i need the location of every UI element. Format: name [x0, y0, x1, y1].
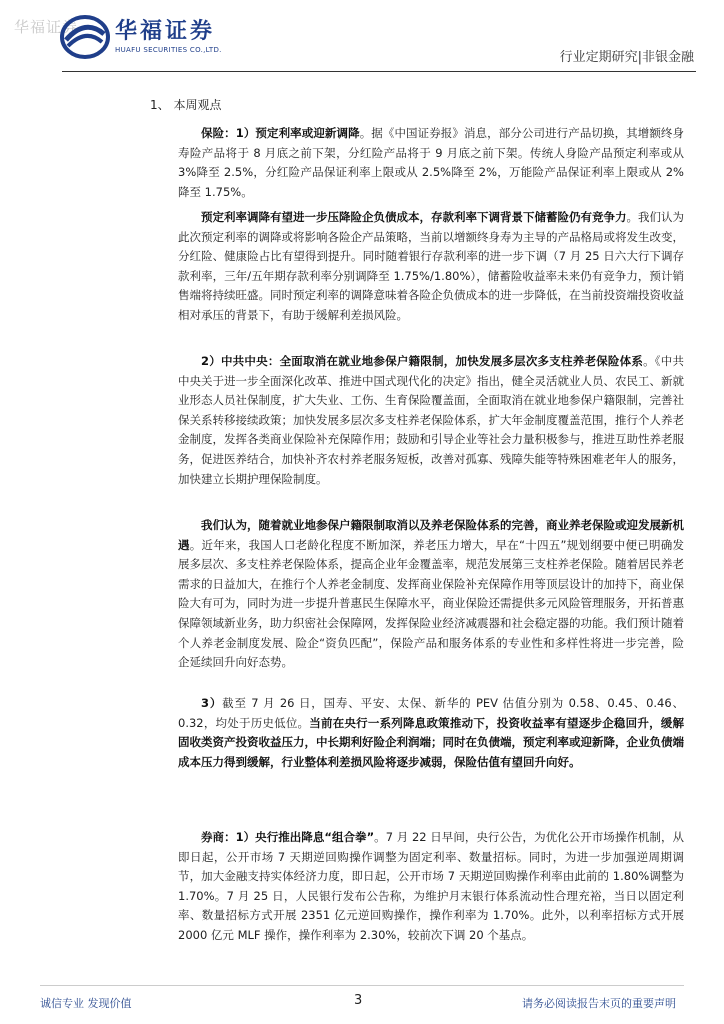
paragraph-text: 。我们认为此次预定利率的调降或将影响各险企产品策略，当前以增额终身寿为主导的产品格局或将发生改变，分红险、健康险占比有望得到提升。同时随着银行存款利率的进一步下调（7 月 25 日六大行下调存款利率，三年/五年期存款利率分别调降至 1.75%/1.80%），储蓄险收益率未来仍有竞争力，预计销售端将持续旺盛。同时预定利率的调降意味着各险企负债成本的进一步降低，在当前投资端投资收益相对承压的背景下，有助于缓解利差损风险。 [178, 210, 684, 322]
paragraph-brokerage [178, 828, 684, 946]
paragraph-bold-lead: 3） [201, 696, 223, 710]
paragraph-bold: 2）中共中央：全面取消在就业地参保户籍限制，加快发展多层次多支柱养老保险体系 [201, 354, 644, 368]
watermark-text: 华福证券 [14, 18, 79, 36]
paragraph-bold: 预定利率调降有望进一步压降险企负债成本，存款利率下调背景下储蓄险仍有竞争力 [201, 210, 627, 224]
paragraph-text-lead: 截至 7 月 26 日，国寿、平安、太保、新华的 PEV 估值分别为 0.58、0.45、0.46、0.32，均处于历史低位。 [178, 696, 684, 730]
section-heading: 1、 本周观点 [150, 98, 222, 112]
paragraph-bold: 券商：1）央行推出降息“组合拳” [201, 830, 375, 844]
logo-name-en: HUAFU SECURITIES CO.,LTD. [115, 46, 222, 54]
paragraph-text: 。近年来，我国人口老龄化程度不断加深，养老压力增大，早在“十四五”规划纲要中便已明确发展多层次、多支柱养老保险体系，提高企业年金覆盖率，规范发展第三支柱养老保险。随着居民养老需求的日益加大，在推行个人养老金制度、发挥商业保险补充保障作用等顶层设计的加持下，商业保险大有可为，同时为进一步提升普惠民生保障水平，商业保险还需提供多元风险管理服务，开拓普惠保障领域新业务，助力织密社会保障网，发挥保险业经济减震器和社会稳定器的功能。我们预计随着个人养老金制度发展、险企“资负匹配”，保险产品和服务体系的专业性和多样性将进一步完善，险企延续回升向好态势。 [178, 537, 684, 670]
paragraph-pension-opportunity [178, 516, 684, 673]
company-logo [60, 14, 250, 60]
report-type-label: 行业定期研究|非银金融 [559, 50, 694, 65]
page-number: 3 [354, 993, 363, 1008]
paragraph-bold: 当前在央行一系列降息政策推动下，投资收益率有望逐步企稳回升，缓解固收类资产投资收益压力，中长期利好险企利润端；同时在负债端，预定利率或迎新降，企业负债端成本压力得到缓解，行业整体利差损风险将逐步减弱，保险估值有望回升向好。 [178, 715, 684, 769]
paragraph-central-committee [178, 352, 684, 489]
paragraph-text: 。据《中国证券报》消息，部分公司进行产品切换，其增额终身寿险产品将于 8 月底之前下架，分红险产品将于 9 月底之前下架。传统人身险产品预定利率或从 3%降至 2.5%，分红险产品保证利率上限或从 2.5%降至 2%，万能险产品保证利率上限或从 2%降至 1.75%。 [178, 126, 684, 199]
logo-emblem-icon [60, 14, 110, 60]
footer-divider [40, 985, 684, 986]
paragraph-valuation [178, 694, 684, 772]
paragraph-bold: 我们认为，随着就业地参保户籍限制取消以及养老保险体系的完善，商业养老保险或迎发展新机遇 [178, 518, 684, 552]
footer-disclaimer: 请务必阅读报告末页的重要声明 [522, 997, 676, 1010]
paragraph-insurance-rate [178, 124, 684, 202]
paragraph-rate-cut-outlook [178, 208, 684, 326]
paragraph-text: 。7 月 22 日早间，央行公告，为优化公开市场操作机制，从即日起，公开市场 7 天期逆回购操作调整为固定利率、数量招标。同时，为进一步加强逆周期调节，加大金融支持实体经济力度，即日起，公开市场 7 天期逆回购操作利率由此前的 1.80%调整为 1.70%。7 月 25 日，人民银行发布公告称，为维护月末银行体系流动性合理充裕，当日以固定利率、数量招标方式开展 2351 亿元逆回购操作，操作利率为 1.70%。此外，以利率招标方式开展 2000 亿元 MLF 操作，操作利率为 2.30%，较前次下调 20 个基点。 [178, 830, 684, 942]
header-divider [62, 71, 696, 72]
paragraph-bold: 保险：1）预定利率或迎新调降 [201, 126, 360, 140]
logo-name-cn: 华福证券 [115, 18, 216, 44]
paragraph-text: 。《中共中央关于进一步全面深化改革、推进中国式现代化的决定》指出，健全灵活就业人员、农民工、新就业形态人员社保制度，扩大失业、工伤、生育保险覆盖面，全面取消在就业地参保户籍限制，完善社保关系转移接续政策；加快发展多层次多支柱养老保险体系，扩大年金制度覆盖范围，推行个人养老金制度，发挥各类商业保险补充保障作用；鼓励和引导企业等社会力量积极参与，推进互助性养老服务，促进医养结合，加快补齐农村养老服务短板，改善对孤寡、残障失能等特殊困难老年人的服务，加快建立长期护理保险制度。 [178, 354, 685, 486]
footer-slogan: 诚信专业 发现价值 [40, 997, 132, 1010]
